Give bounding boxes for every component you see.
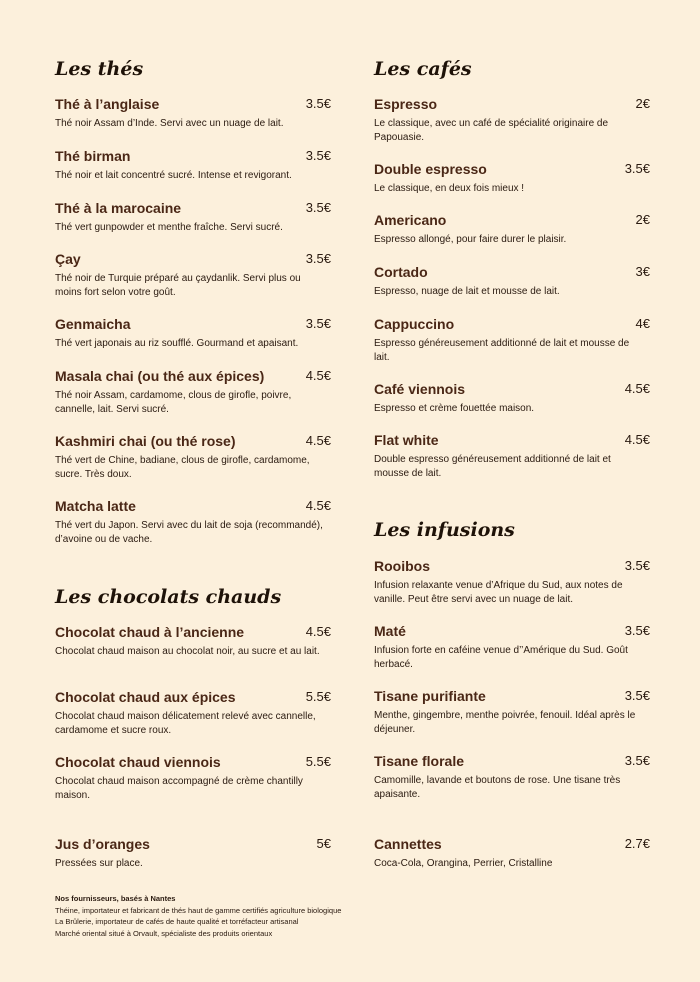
item-description: Espresso allongé, pour faire durer le plaisir.: [374, 234, 567, 245]
item-description: Menthe, gingembre, menthe poivrée, fenouil. Idéal après le déjeuner.: [374, 710, 636, 735]
item-price: 3.5€: [305, 316, 331, 331]
item-name: Thé à l’anglaise: [55, 96, 160, 112]
item-description: Le classique, avec un café de spécialité originaire de Papouasie.: [374, 118, 609, 143]
item-name: Tisane purifiante: [374, 688, 486, 704]
item-description: Infusion forte en caféine venue d’’Amérique du Sud. Goût herbacé.: [374, 645, 628, 670]
item-price: 4.5€: [305, 368, 331, 383]
item-price: 3.5€: [624, 688, 650, 703]
menu-item-double-espresso: [374, 161, 650, 196]
menu-item-espresso: [374, 96, 650, 145]
menu-item-cannettes: [374, 836, 650, 871]
item-name: Thé birman: [55, 148, 131, 164]
item-name: Çay: [55, 251, 81, 267]
item-description: Espresso, nuage de lait et mousse de lait.: [374, 286, 560, 297]
supplier-line: Marché oriental situé à Orvault, spécialiste des produits orientaux: [55, 928, 273, 938]
item-price: 3.5€: [305, 251, 331, 266]
item-price: 4.5€: [305, 498, 331, 513]
menu-item-cay: [55, 251, 331, 300]
item-description: Thé vert du Japon. Servi avec du lait de soja (recommandé), d’avoine ou de vache.: [55, 520, 323, 545]
item-description: Espresso et crème fouettée maison.: [374, 403, 535, 414]
item-description: Infusion relaxante venue d’Afrique du Sud, aux notes de vanille. Peut être servi avec un nuage de lait.: [374, 580, 623, 605]
suppliers-note: [55, 893, 341, 939]
item-description: Thé vert de Chine, badiane, clous de girofle, cardamome, sucre. Très doux.: [55, 455, 310, 480]
item-name: Thé à la marocaine: [55, 200, 182, 216]
supplier-line: La Brûlerie, importateur de cafés de haute qualité et torréfacteur artisanal: [55, 917, 299, 926]
item-price: 4.5€: [305, 624, 331, 639]
menu-item-genmaicha: [55, 316, 331, 351]
item-description: Camomille, lavande et boutons de rose. Une tisane très apaisante.: [374, 775, 621, 800]
item-price: 4.5€: [305, 433, 331, 448]
item-description: Coca-Cola, Orangina, Perrier, Cristalline: [374, 858, 553, 869]
suppliers-title: Nos fournisseurs, basés à Nantes: [55, 894, 176, 903]
item-name: Espresso: [374, 96, 438, 112]
menu-item-cappuccino: [374, 316, 650, 365]
menu-item-flat-white: [374, 432, 650, 481]
item-description: Thé noir de Turquie préparé au çaydanlik. Servi plus ou moins fort selon votre goût.: [55, 273, 301, 298]
menu-item-mate: [374, 623, 650, 672]
item-price: 5.5€: [305, 689, 331, 704]
menu-item-tisane-florale: [374, 753, 650, 802]
item-description: Thé noir Assam, cardamome, clous de girofle, poivre, cannelle, lait. Servi sucré.: [55, 390, 292, 415]
menu-item-americano: [374, 212, 650, 247]
menu-item-jus-oranges: [55, 836, 331, 871]
supplier-line: Théine, importateur et fabricant de thés haut de gamme certifiés agriculture biologique: [55, 905, 342, 915]
item-description: Le classique, en deux fois mieux !: [374, 183, 525, 194]
item-name: Chocolat chaud aux épices: [55, 689, 236, 705]
item-name: Cannettes: [374, 836, 442, 852]
item-price: 5.5€: [305, 754, 331, 769]
menu-item-the-anglaise: [55, 96, 331, 131]
menu-item-cortado: [374, 264, 650, 299]
item-price: 3.5€: [305, 148, 331, 163]
item-price: 2.7€: [624, 836, 650, 851]
section-title-infusions: Les infusions: [374, 519, 515, 541]
item-price: 3.5€: [305, 96, 331, 111]
item-price: 3€: [635, 264, 650, 279]
item-price: 3.5€: [624, 558, 650, 573]
menu-item-masala-chai: [55, 368, 331, 417]
menu-item-chocolat-ancienne: [55, 624, 331, 659]
item-name: Chocolat chaud viennois: [55, 754, 221, 770]
menu-item-kashmiri-chai: [55, 433, 331, 482]
item-description: Thé vert gunpowder et menthe fraîche. Servi sucré.: [55, 222, 283, 233]
item-price: 4.5€: [624, 432, 650, 447]
item-description: Thé noir Assam d’Inde. Servi avec un nuage de lait.: [55, 118, 284, 129]
menu-item-the-birman: [55, 148, 331, 183]
item-description: Thé vert japonais au riz soufflé. Gourmand et apaisant.: [55, 338, 299, 349]
item-description: Double espresso généreusement additionné de lait et mousse de lait.: [374, 454, 611, 479]
menu-item-tisane-purifiante: [374, 688, 650, 737]
menu-item-the-marocaine: [55, 200, 331, 235]
item-name: Chocolat chaud à l’ancienne: [55, 624, 245, 640]
item-name: Cortado: [374, 264, 428, 280]
item-description: Chocolat chaud maison délicatement relevé avec cannelle, cardamome et sucre roux.: [55, 711, 316, 736]
item-name: Kashmiri chai (ou thé rose): [55, 433, 236, 449]
item-name: Matcha latte: [55, 498, 136, 514]
item-price: 3.5€: [624, 161, 650, 176]
menu-item-cafe-viennois: [374, 381, 650, 416]
item-price: 5€: [316, 836, 331, 851]
item-description: Espresso généreusement additionné de lait et mousse de lait.: [374, 338, 630, 363]
item-name: Maté: [374, 623, 406, 639]
section-title-coffees: Les cafés: [374, 58, 472, 80]
item-description: Chocolat chaud maison accompagné de crème chantilly maison.: [55, 776, 303, 801]
item-price: 3.5€: [624, 753, 650, 768]
item-name: Double espresso: [374, 161, 487, 177]
menu-item-chocolat-viennois: [55, 754, 331, 803]
item-price: 3.5€: [624, 623, 650, 638]
item-name: Tisane florale: [374, 753, 465, 769]
item-price: 2€: [635, 212, 650, 227]
item-name: Masala chai (ou thé aux épices): [55, 368, 265, 384]
item-description: Pressées sur place.: [55, 858, 143, 869]
menu-item-rooibos: [374, 558, 650, 607]
item-description: Chocolat chaud maison au chocolat noir, au sucre et au lait.: [55, 646, 320, 657]
item-name: Flat white: [374, 432, 439, 448]
item-name: Rooibos: [374, 558, 430, 574]
item-name: Cappuccino: [374, 316, 455, 332]
item-price: 2€: [635, 96, 650, 111]
item-name: Jus d’oranges: [55, 836, 150, 852]
menu-item-matcha-latte: [55, 498, 331, 547]
item-price: 3.5€: [305, 200, 331, 215]
section-title-teas: Les thés: [55, 58, 144, 80]
section-title-chocolates: Les chocolats chauds: [55, 586, 282, 608]
item-price: 4.5€: [624, 381, 650, 396]
item-price: 4€: [635, 316, 650, 331]
menu-item-chocolat-epices: [55, 689, 331, 738]
item-name: Genmaicha: [55, 316, 131, 332]
item-name: Café viennois: [374, 381, 466, 397]
item-name: Americano: [374, 212, 447, 228]
item-description: Thé noir et lait concentré sucré. Intense et revigorant.: [55, 170, 292, 181]
